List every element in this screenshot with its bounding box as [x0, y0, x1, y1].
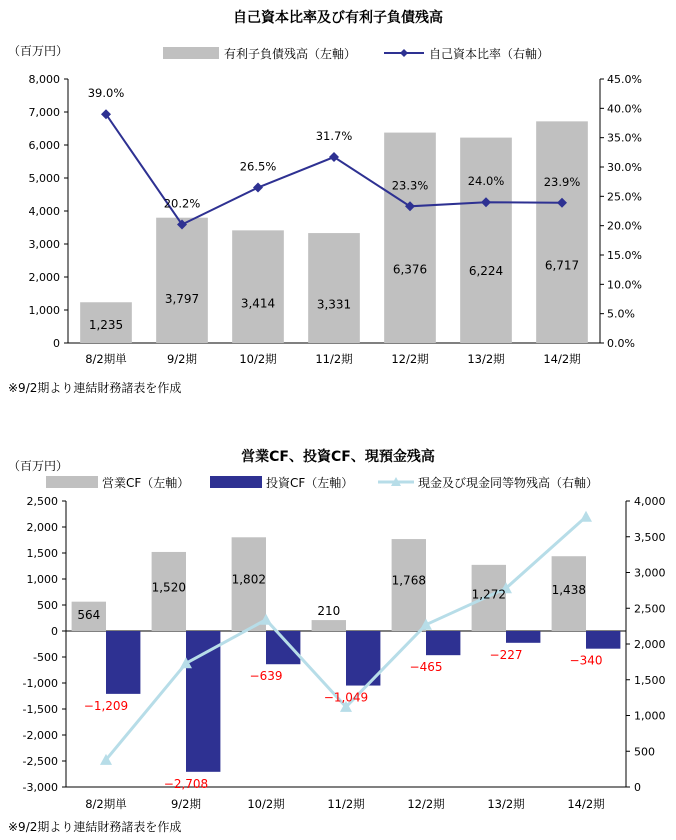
chart1-footnote: ※9/2期より連結財務諸表を作成 — [8, 381, 182, 395]
legend-swatch-operating-cf — [46, 476, 98, 488]
chart2-legend — [46, 475, 598, 490]
right-tick-label: 500 — [634, 745, 655, 759]
right-tick-label: 1,500 — [634, 673, 666, 687]
chart2-title: 営業CF、投資CF、現預金残高 — [241, 449, 435, 465]
equity-ratio-label: 24.0% — [467, 174, 505, 189]
left-tick-label: 2,500 — [26, 495, 58, 508]
left-tick-label: 5,000 — [28, 172, 60, 185]
investing-cf-bar — [186, 631, 220, 772]
legend-marker-equity-ratio — [400, 49, 408, 57]
debt-bar — [384, 133, 436, 343]
operating-cf-bar — [312, 620, 346, 631]
debt-bar-label: 3,331 — [316, 297, 352, 312]
chart2-unit-label: （百万円） — [8, 459, 69, 473]
investing-cf-bar — [506, 631, 540, 643]
debt-bar — [536, 121, 588, 343]
right-tick-label: 10.0% — [607, 278, 642, 292]
debt-bar — [308, 233, 360, 343]
debt-bar-label: 6,717 — [544, 258, 580, 273]
left-tick-label: 2,000 — [26, 521, 58, 534]
debt-bar-label: 6,224 — [468, 264, 504, 279]
legend-label-operating-cf: 営業CF（左軸） — [102, 476, 190, 490]
category-label: 10/2期 — [239, 352, 277, 366]
chart1-title: 自己資本比率及び有利子負債残高 — [233, 10, 443, 26]
right-tick-label: 45.0% — [607, 73, 642, 86]
equity-ratio-point — [329, 152, 339, 162]
cash-balance-point — [580, 511, 592, 522]
left-tick-label: 1,500 — [26, 547, 58, 560]
investing-cf-label: −639 — [249, 669, 283, 684]
category-label: 11/2期 — [315, 352, 353, 366]
equity-ratio-label: 26.5% — [239, 159, 277, 174]
operating-cf-label: 1,768 — [391, 573, 426, 588]
investing-cf-bar — [426, 631, 460, 655]
category-label: 11/2期 — [327, 797, 365, 811]
investing-cf-label: −227 — [489, 647, 523, 662]
investing-cf-bar — [586, 631, 620, 649]
investing-cf-label: −340 — [569, 653, 603, 668]
category-label: 12/2期 — [391, 352, 429, 366]
investing-cf-label: −1,049 — [323, 690, 369, 705]
legend-label-equity-ratio: 自己資本比率（右軸） — [429, 47, 550, 61]
left-tick-label: 0 — [53, 337, 60, 350]
left-tick-label: -2,500 — [22, 755, 58, 768]
chart1 — [8, 9, 642, 395]
investing-cf-label: −1,209 — [83, 698, 129, 713]
category-label: 8/2期単 — [85, 797, 127, 811]
right-tick-label: 4,000 — [634, 495, 666, 508]
debt-bar — [460, 138, 512, 343]
debt-bar-label: 1,235 — [88, 318, 124, 332]
left-tick-label: -500 — [33, 651, 58, 664]
investing-cf-label: −2,708 — [163, 776, 209, 791]
equity-ratio-label: 23.3% — [391, 178, 429, 193]
left-tick-label: 3,000 — [28, 238, 60, 251]
right-tick-label: 15.0% — [607, 249, 642, 262]
left-tick-label: 0 — [51, 625, 58, 638]
left-tick-label: 4,000 — [28, 205, 60, 218]
right-tick-label: 0 — [634, 781, 641, 794]
chart1-legend — [163, 46, 549, 61]
equity-ratio-point — [253, 183, 263, 193]
operating-cf-label: 210 — [317, 604, 341, 619]
equity-ratio-label: 31.7% — [315, 129, 353, 144]
legend-label-debt: 有利子負債残高（左軸） — [224, 47, 357, 61]
operating-cf-label: 1,802 — [231, 572, 266, 587]
category-label: 13/2期 — [467, 352, 505, 366]
equity-ratio-label: 39.0% — [87, 86, 125, 101]
left-tick-label: 1,000 — [26, 573, 58, 586]
right-tick-label: 0.0% — [607, 337, 635, 350]
legend-swatch-debt — [163, 47, 219, 59]
right-tick-label: 3,500 — [634, 530, 666, 544]
left-tick-label: -1,000 — [22, 677, 58, 690]
investing-cf-bar — [106, 631, 140, 694]
category-label: 14/2期 — [567, 797, 605, 811]
debt-bar-label: 3,414 — [240, 296, 276, 311]
chart2-footnote: ※9/2期より連結財務諸表を作成 — [8, 820, 182, 834]
left-tick-label: 6,000 — [28, 139, 60, 152]
left-tick-label: 8,000 — [28, 73, 60, 86]
category-label: 14/2期 — [543, 352, 581, 366]
right-tick-label: 35.0% — [607, 131, 642, 145]
debt-bar — [156, 218, 208, 343]
category-label: 8/2期単 — [85, 352, 127, 366]
operating-cf-label: 564 — [77, 607, 101, 622]
operating-cf-label: 1,520 — [151, 580, 186, 595]
debt-bar — [232, 230, 284, 343]
right-tick-label: 5.0% — [607, 307, 635, 321]
chart2 — [8, 448, 666, 834]
left-tick-label: 7,000 — [28, 106, 60, 119]
investing-cf-label: −465 — [409, 660, 443, 675]
equity-ratio-label: 23.9% — [543, 174, 581, 189]
right-tick-label: 2,500 — [634, 602, 666, 616]
equity-ratio-label: 20.2% — [163, 196, 201, 211]
right-tick-label: 3,000 — [634, 566, 666, 580]
right-tick-label: 20.0% — [607, 219, 642, 233]
legend-swatch-investing-cf — [210, 476, 262, 488]
right-tick-label: 2,000 — [634, 638, 666, 651]
left-tick-label: 2,000 — [28, 271, 60, 284]
right-tick-label: 40.0% — [607, 102, 642, 116]
left-tick-label: -2,000 — [22, 729, 58, 742]
debt-bar-label: 6,376 — [392, 262, 428, 277]
investing-cf-bar — [266, 631, 300, 664]
left-tick-label: -3,000 — [22, 781, 58, 794]
debt-bar-label: 3,797 — [164, 292, 200, 307]
right-tick-label: 25.0% — [607, 190, 642, 204]
operating-cf-label: 1,438 — [551, 582, 586, 597]
category-label: 9/2期 — [166, 352, 198, 366]
category-label: 13/2期 — [487, 797, 525, 811]
left-tick-label: -1,500 — [22, 703, 58, 716]
legend-label-investing-cf: 投資CF（左軸） — [266, 476, 354, 490]
chart1-unit-label: （百万円） — [8, 44, 69, 58]
left-tick-label: 1,000 — [28, 304, 60, 317]
operating-cf-label: 1,272 — [471, 587, 506, 602]
right-tick-label: 1,000 — [634, 709, 666, 723]
category-label: 10/2期 — [247, 797, 285, 811]
category-label: 12/2期 — [407, 797, 445, 811]
category-label: 9/2期 — [170, 797, 202, 811]
legend-label-cash: 現金及び現金同等物残高（右軸） — [418, 476, 599, 490]
right-tick-label: 30.0% — [607, 161, 642, 174]
left-tick-label: 500 — [37, 599, 58, 612]
